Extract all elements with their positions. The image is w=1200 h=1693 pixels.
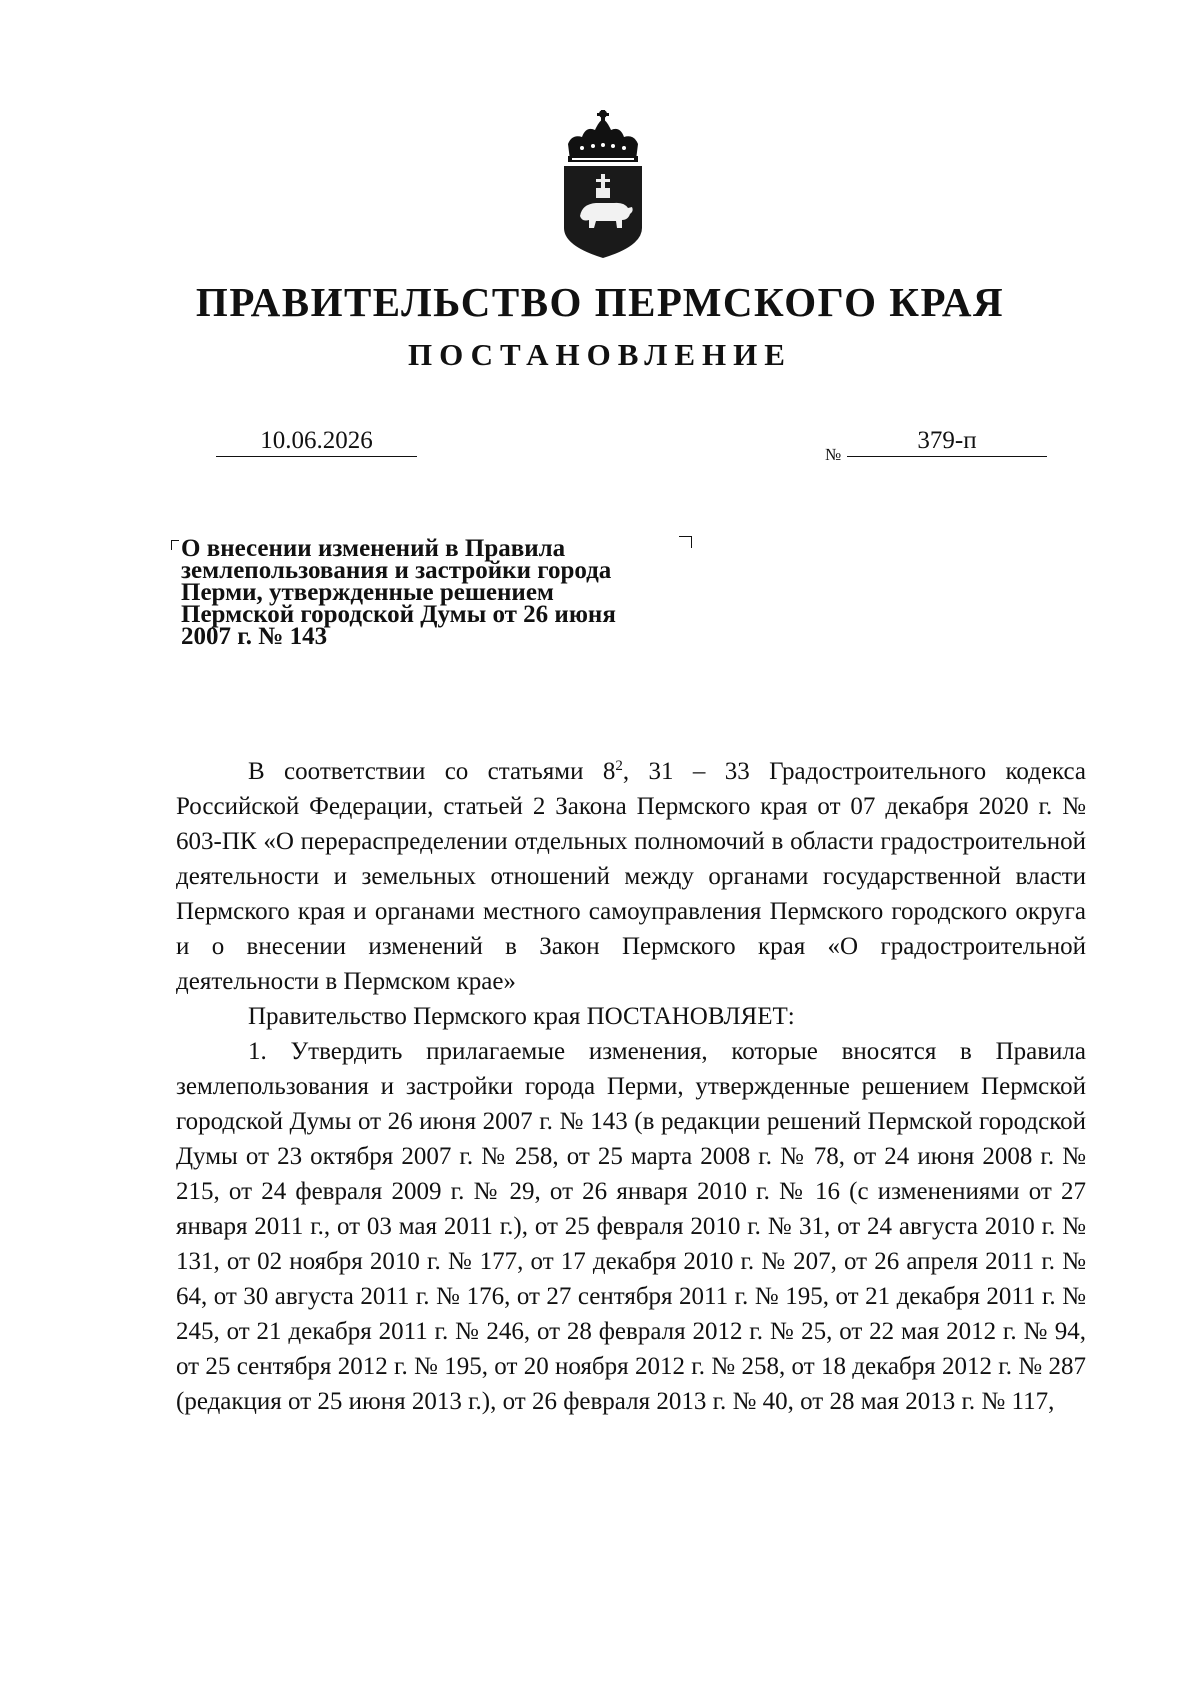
coat-of-arms-icon xyxy=(562,110,644,258)
preamble-text: В соответствии со статьями 8 xyxy=(248,758,616,785)
document-body xyxy=(176,754,1086,1419)
subject-line: 2007 г. № 143 xyxy=(181,623,328,650)
item-1-paragraph: 1. Утвердить прилагаемые изменения, которые вносятся в Правила землепользования и застройки города Перми, утвержденные решением Пермской городской Думы от 26 июня 2007 г. № 143 (в редакции решений Пермской городской Думы от 23 октября 2007 г. № 258, от 25 марта 2008 г. № 78, от 24 июня 2008 г. № 215, от 24 февраля 2009 г. № 29, от 26 января 2010 г. № 16 (с изменениями от 27 января 2011 г., от 03 мая 2011 г.), от 25 февраля 2010 г. № 31, от 24 августа 2010 г. № 131, от 02 ноября 2010 г. № 177, от 17 декабря 2010 г. № 207, от 26 апреля 2011 г. № 64, от 30 августа 2011 г. № 176, от 27 сентября 2011 г. № 195, от 21 декабря 2011 г. № 245, от 21 декабря 2011 г. № 246, от 28 февраля 2012 г. № 25, от 22 мая 2012 г. № 94, от 25 сентября 2012 г. № 195, от 20 ноября 2012 г. № 258, от 18 декабря 2012 г. № 287 (редакция от 25 июня 2013 г.), от 26 февраля 2013 г. № 40, от 28 мая 2013 г. № 117, xyxy=(176,1038,1086,1415)
subject-line: Перми, утвержденные решением xyxy=(181,579,554,606)
subject-line: Пермской городской Думы от 26 июня xyxy=(181,601,616,628)
subject-line: О внесении изменений в Правила xyxy=(181,535,566,562)
document-type: ПОСТАНОВЛЕНИЕ xyxy=(408,337,792,372)
preamble-paragraph xyxy=(176,754,1086,999)
document-number: 379-п xyxy=(847,427,1047,457)
resolves-paragraph: Правительство Пермского края ПОСТАНОВЛЯЕТ: xyxy=(248,1003,795,1030)
subject-line: землепользования и застройки города xyxy=(181,557,612,584)
document-date: 10.06.2026 xyxy=(216,427,417,457)
subject-corner-left xyxy=(171,540,179,550)
document-subject xyxy=(181,535,701,650)
preamble-text-continued: , 31 – 33 Градостроительного кодекса Российской Федерации, статьей 2 Закона Пермского края от 07 декабря 2020 г. № 603-ПК «О перераспределении отдельных полномочий в области градостроительной деятельности и земельных отношений между органами государственной власти Пермского края и органами местного самоуправления Пермского городского округа и о внесении изменений в Закон Пермского края «О градостроительной деятельности в Пермском крае» xyxy=(176,758,1086,995)
preamble-superscript: 2 xyxy=(615,758,623,774)
organization-title: ПРАВИТЕЛЬСТВО ПЕРМСКОГО КРАЯ xyxy=(195,279,1005,325)
number-sign: № xyxy=(825,445,842,464)
